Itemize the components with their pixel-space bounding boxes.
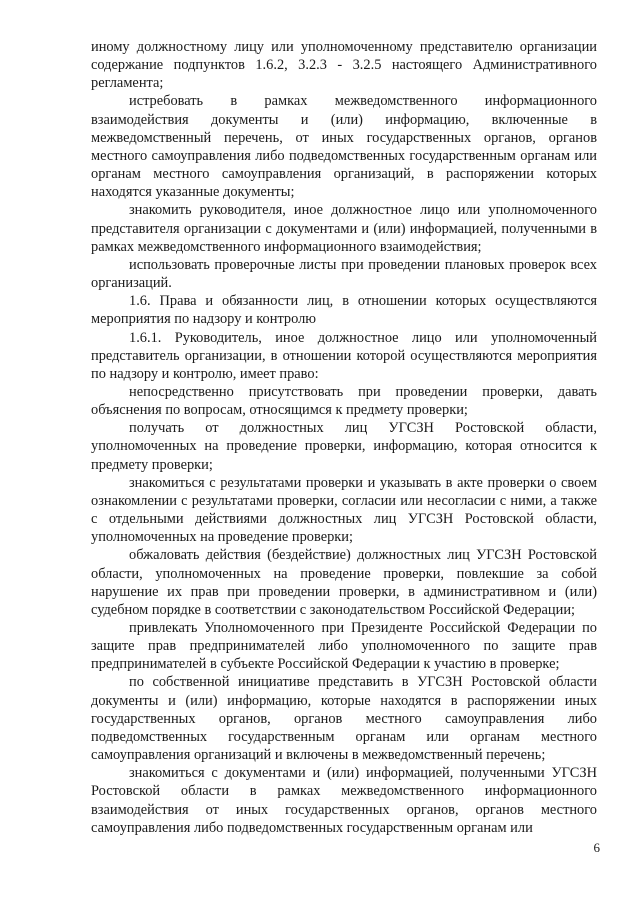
paragraph-request-documents: истребовать в рамках межведомственного информационного взаимодействия документы и (или) информацию, включенные в межведомственный перечень, от иных государственных органов, органов местного самоуправления либо подведомственных государственным органам или органам местного самоуправления организаций, в распоряжении которых находятся указанные документы; [91, 93, 597, 201]
paragraph-right-ombudsman: привлекать Уполномоченного при Президенте Российской Федерации по защите прав предпринимателей либо уполномоченного по защите прав предпринимателей в субъекте Российской Федерации к участию в проверке; [91, 620, 597, 673]
paragraph-right-receive-info: получать от должностных лиц УГСЗН Ростовской области, уполномоченных на проведение проверки, информацию, которая относится к предмету проверки; [91, 420, 597, 473]
paragraph-continuation: иному должностному лицу или уполномоченному представителю организации содержание подпунктов 1.6.2, 3.2.3 - 3.2.5 настоящего Административного регламента; [91, 39, 597, 92]
page-number: 6 [593, 840, 600, 855]
paragraph-acquaint-head: знакомить руководителя, иное должностное лицо или уполномоченного представителя организации с документами и (или) информацией, полученными в рамках межведомственного информационного взаимодействия; [91, 202, 597, 255]
paragraph-right-appeal: обжаловать действия (бездействие) должностных лиц УГСЗН Ростовской области, уполномоченных на проведение проверки, повлекшие за собой нарушение их прав при проведении проверки, в административном и (или) судебном порядке в соответствии с законодательством Российской Федерации; [91, 547, 597, 618]
paragraph-right-review-docs: знакомиться с документами и (или) информацией, полученными УГСЗН Ростовской области в рамках межведомственного информационного взаимодействия от иных государственных органов, органов местного самоуправления либо подведомственных государственным органам или [91, 765, 597, 836]
document-page [91, 38, 597, 837]
paragraph-checklists: использовать проверочные листы при проведении плановых проверок всех организаций. [91, 256, 597, 292]
paragraph-1-6-1: 1.6.1. Руководитель, иное должностное лицо или уполномоченный представитель организации, в отношении которой осуществляются мероприятия по надзору и контролю, имеет право: [91, 329, 597, 382]
paragraph-right-submit-docs: по собственной инициативе представить в УГСЗН Ростовской области документы и (или) информацию, которые находятся в распоряжении иных государственных органов, органов местного самоуправления либо подведомственных государственным органам или органам местного самоуправления организаций и включены в межведомственный перечень; [91, 674, 597, 764]
paragraph-right-review-results: знакомиться с результатами проверки и указывать в акте проверки о своем ознакомлении с результатами проверки, согласии или несогласии с ними, а также с отдельными действиями должностных лиц УГСЗН Ростовской области, уполномоченных на проведение проверки; [91, 474, 597, 546]
paragraph-right-attend: непосредственно присутствовать при проведении проверки, давать объяснения по вопросам, относящимся к предмету проверки; [91, 383, 597, 419]
section-heading-1-6: 1.6. Права и обязанности лиц, в отношении которых осуществляются мероприятия по надзору и контролю [91, 293, 597, 328]
